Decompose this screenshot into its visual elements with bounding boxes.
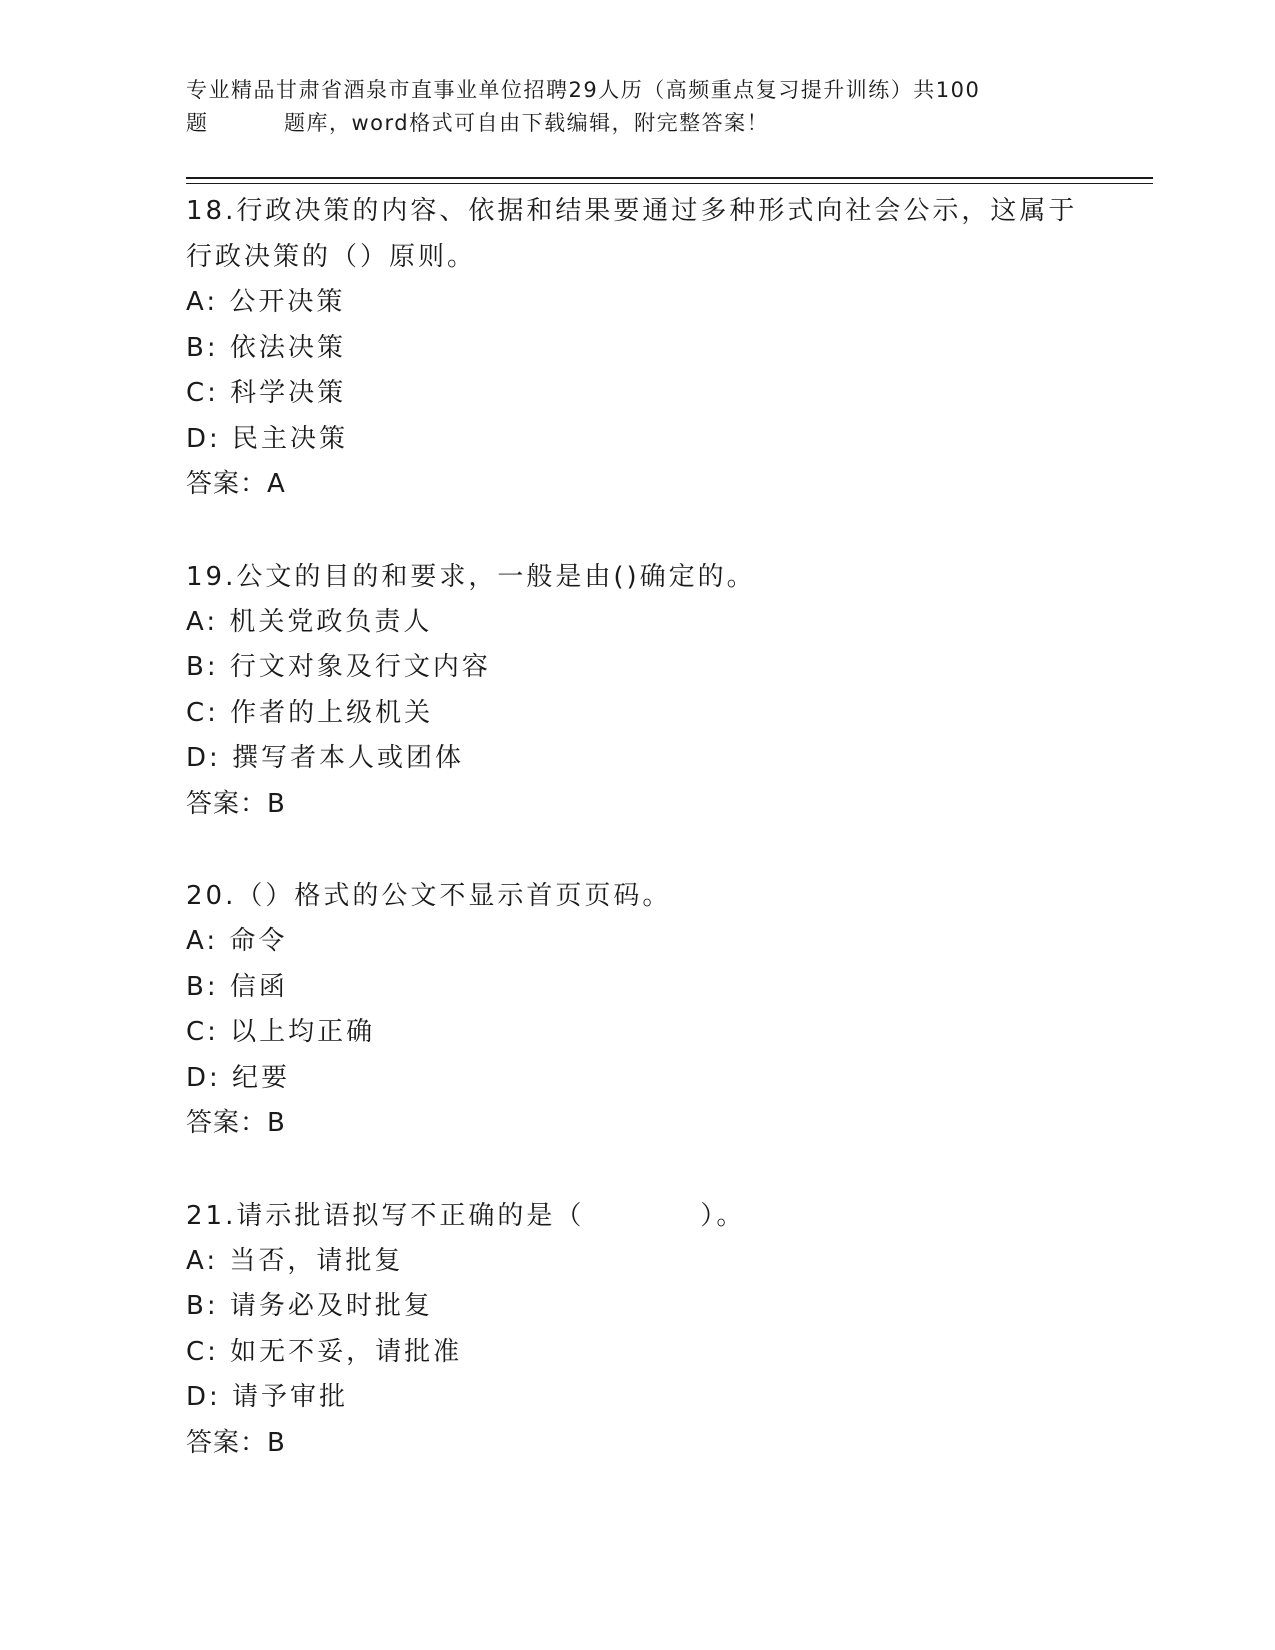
question-text-continued: 行政决策的（）原则。	[186, 242, 477, 272]
answer-line: 答案：A	[186, 469, 286, 499]
question-21	[186, 1193, 1086, 1467]
question-list	[186, 188, 1086, 1512]
question-18	[186, 188, 1086, 508]
header-title-line-2-lead: 题	[186, 111, 209, 135]
option-b: B: 请务必及时批复	[186, 1291, 433, 1321]
option-c: C: 科学决策	[186, 378, 347, 408]
question-text: 18.行政决策的内容、依据和结果要通过多种形式向社会公示，这属于	[186, 196, 1078, 226]
option-b: B: 依法决策	[186, 332, 346, 363]
option-a: A: 当否，请批复	[186, 1245, 404, 1276]
option-d: D: 民主决策	[186, 423, 349, 454]
option-c: C: 如无不妥，请批准	[186, 1336, 463, 1367]
option-b: B: 行文对象及行文内容	[186, 652, 491, 682]
option-d: D: 请予审批	[186, 1382, 349, 1412]
header-divider-thin	[186, 183, 1153, 184]
question-text: 19.公文的目的和要求，一般是由()确定的。	[186, 561, 756, 592]
answer-line: 答案：B	[186, 788, 286, 819]
header-divider-thick	[186, 177, 1153, 179]
option-a: A: 机关党政负责人	[186, 606, 433, 637]
question-19	[186, 554, 1086, 828]
option-d: D: 撰写者本人或团体	[186, 743, 465, 773]
answer-line: 答案：B	[186, 1108, 286, 1138]
header-title-line-2-rest: 题库，word格式可自由下载编辑，附完整答案！	[284, 111, 770, 135]
document-header	[186, 74, 1086, 140]
option-a: A: 命令	[186, 926, 288, 956]
option-a: A: 公开决策	[186, 287, 346, 317]
header-title-line-1: 专业精品甘肃省酒泉市直事业单位招聘29人历（高频重点复习提升训练）共100	[186, 78, 981, 102]
option-d: D: 纪要	[186, 1062, 291, 1093]
option-c: C: 作者的上级机关	[186, 697, 434, 728]
question-20	[186, 873, 1086, 1147]
answer-line: 答案：B	[186, 1427, 286, 1458]
question-text: 20.（）格式的公文不显示首页页码。	[186, 881, 672, 911]
option-c: C: 以上均正确	[186, 1017, 376, 1047]
header-title-line-2	[186, 107, 1086, 140]
option-b: B: 信函	[186, 971, 288, 1002]
question-text: 21.请示批语拟写不正确的是（ ）。	[186, 1200, 746, 1231]
